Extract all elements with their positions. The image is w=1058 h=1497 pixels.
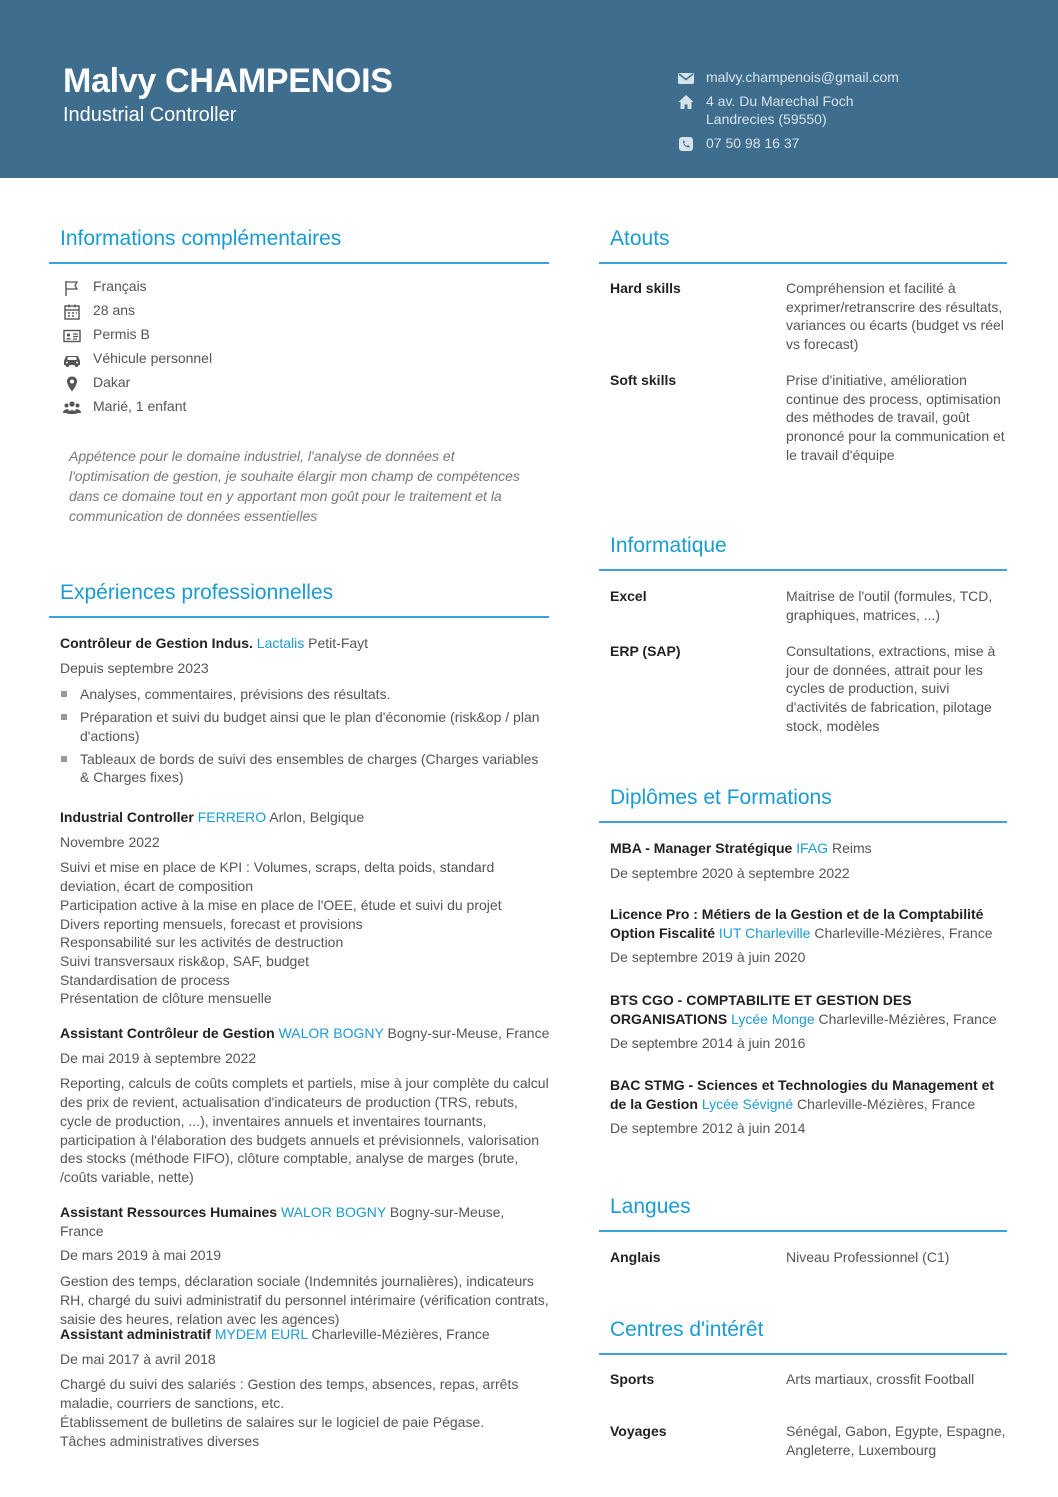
address-line2: Landrecies (59550) <box>706 111 827 127</box>
phone-text[interactable]: 07 50 98 16 37 <box>706 135 800 151</box>
school-location: Charleville-Mézières, France <box>797 1095 976 1112</box>
job-location: Bogny-sur-Meuse, France <box>387 1025 550 1041</box>
section-title-interets: Centres d'intérêt <box>610 1318 764 1341</box>
school-name: Lycée Monge <box>731 1010 815 1027</box>
candidate-name: Malvy CHAMPENOIS <box>63 62 393 100</box>
degree-title: MBA - Manager Stratégique <box>610 840 793 856</box>
education-entry <box>610 905 1010 967</box>
header-banner <box>0 0 1058 178</box>
interest-value: Sénégal, Gabon, Egypte, Espagne, Angleterre, Luxembourg <box>786 1423 1006 1458</box>
skill-value: Compréhension et facilité à exprimer/retranscrire des résultats, variances ou écarts (budget vs réel vs forecast) <box>786 280 1004 353</box>
job-header <box>60 808 550 827</box>
education-entry <box>610 991 1010 1053</box>
job-entry <box>60 1024 550 1187</box>
job-location: Petit-Fayt <box>308 635 369 651</box>
section-title-experiences: Expériences professionnelles <box>60 581 334 604</box>
skill-label: Hard skills <box>610 280 681 296</box>
education-date: De septembre 2020 à septembre 2022 <box>610 864 850 881</box>
language-label: Anglais <box>610 1249 661 1265</box>
section-divider <box>599 262 1007 264</box>
job-date: Novembre 2022 <box>60 833 160 850</box>
job-location: Bogny-sur-Meuse, France <box>60 1204 505 1239</box>
car-icon <box>63 351 81 369</box>
degree-title: Licence Pro : Métiers de la Gestion et de la Comptabilité Option Fiscalité <box>610 906 984 941</box>
section-divider <box>599 1353 1007 1355</box>
job-header <box>60 1325 550 1344</box>
people-icon <box>63 399 81 417</box>
education-header <box>610 1076 1010 1113</box>
candidate-title: Industrial Controller <box>63 104 237 126</box>
section-title-informatique: Informatique <box>610 534 727 557</box>
education-date: De septembre 2019 à juin 2020 <box>610 949 806 966</box>
language-level: Niveau Professionnel (C1) <box>786 1249 950 1265</box>
job-title: Assistant administratif <box>60 1326 211 1342</box>
education-entry <box>610 1076 1010 1138</box>
job-header <box>60 634 550 653</box>
envelope-icon <box>678 70 694 86</box>
it-skill-label: ERP (SAP) <box>610 643 681 659</box>
job-date: De mars 2019 à mai 2019 <box>60 1247 222 1264</box>
id-card-icon <box>63 327 81 345</box>
job-company: WALOR BOGNY <box>280 1204 387 1220</box>
address-line1: 4 av. Du Marechal Foch <box>706 93 854 109</box>
section-divider <box>599 1230 1007 1232</box>
job-date: Depuis septembre 2023 <box>60 659 209 676</box>
calendar-icon <box>63 303 81 321</box>
interest-label: Voyages <box>610 1423 667 1439</box>
job-location: Arlon, Belgique <box>269 809 365 825</box>
job-title: Assistant Ressources Humaines <box>60 1204 278 1220</box>
job-title: Contrôleur de Gestion Indus. <box>60 635 253 651</box>
location-pin-icon <box>63 375 81 393</box>
job-bullet: Analyses, commentaires, prévisions des résultats. <box>60 685 550 704</box>
job-entry <box>60 634 550 791</box>
education-date: De septembre 2014 à juin 2016 <box>610 1035 806 1052</box>
home-icon <box>678 94 694 110</box>
job-description: Suivi et mise en place de KPI : Volumes, scraps, delta poids, standard deviation, écart de composition Participation active à la mise en place de l'OEE, étude et suivi du projet Divers reporting mensuels, forecast et provisions Responsabilité sur les activités de destruction Suivi transversaux risk&op, SAF, budget Standardisation de process Présentation de clôture mensuelle <box>60 859 502 1007</box>
interest-label: Sports <box>610 1371 655 1387</box>
job-description: Chargé du suivi des salariés : Gestion des temps, absences, repas, arrêts maladie, courriers de sanctions, etc. Établissement de bulletins de salaires sur le logiciel de paie Pégase. Tâches administratives diverses <box>60 1376 519 1449</box>
job-company: Lactalis <box>256 635 305 651</box>
job-title: Industrial Controller <box>60 809 194 825</box>
job-location: Charleville-Mézières, France <box>311 1326 490 1342</box>
job-entry <box>60 808 550 1008</box>
flag-icon <box>63 279 81 297</box>
job-company: FERRERO <box>197 809 267 825</box>
school-name: Lycée Sévigné <box>701 1095 794 1112</box>
section-divider <box>599 821 1007 823</box>
education-entry <box>610 839 1010 882</box>
job-entry <box>60 1203 550 1328</box>
school-name: IUT Charleville <box>718 924 811 941</box>
degree-title: BAC STMG - Sciences et Technologies du Management et de la Gestion <box>610 1077 995 1112</box>
it-skill-value: Consultations, extractions, mise à jour de données, attrait pour les cycles de production, suivi d'activités de fabrication, pilotage stock, modèles <box>786 643 996 734</box>
job-header <box>60 1024 550 1043</box>
it-skill-value: Maitrise de l'outil (formules, TCD, graphiques, matrices, ...) <box>786 588 993 623</box>
job-bullet: Préparation et suivi du budget ainsi que le plan d'économie (risk&op / plan d'actions) <box>60 708 550 745</box>
job-bullet: Tableaux de bords de suivi des ensembles de charges (Charges variables & Charges fixes) <box>60 750 550 787</box>
school-location: Reims <box>831 840 872 856</box>
job-header <box>60 1203 550 1240</box>
job-date: De mai 2019 à septembre 2022 <box>60 1049 257 1066</box>
section-title-langues: Langues <box>610 1195 691 1218</box>
job-company: MYDEM EURL <box>214 1326 308 1342</box>
skill-label: Soft skills <box>610 372 677 388</box>
job-company: WALOR BOGNY <box>278 1025 384 1041</box>
job-bullet-list <box>60 685 550 787</box>
interest-value: Arts martiaux, crossfit Football <box>786 1371 975 1387</box>
education-header <box>610 905 1010 942</box>
education-header <box>610 839 1010 858</box>
job-entry <box>60 1325 550 1450</box>
section-divider <box>49 616 549 618</box>
section-divider <box>49 262 549 264</box>
school-name: IFAG <box>796 840 829 856</box>
job-description: Gestion des temps, déclaration sociale (Indemnités journalières), indicateurs RH, chargé du suivi administratif du personnel intérimaire (vérification contrats, saisie des heures, relation avec les agences) <box>60 1273 549 1327</box>
education-date: De septembre 2012 à juin 2014 <box>610 1120 806 1137</box>
school-location: Charleville-Mézières, France <box>818 1010 997 1027</box>
section-divider <box>599 569 1007 571</box>
job-title: Assistant Contrôleur de Gestion <box>60 1025 275 1041</box>
school-location: Charleville-Mézières, France <box>814 924 993 941</box>
skill-value: Prise d'initiative, amélioration continue des process, optimisation des méthodes de travail, goût prononcé pour la communication et le travail d'équipe <box>786 372 1005 463</box>
education-header <box>610 991 1010 1028</box>
job-date: De mai 2017 à avril 2018 <box>60 1350 216 1367</box>
phone-icon <box>678 136 694 152</box>
section-title-informations: Informations complémentaires <box>60 227 342 250</box>
profile-summary: Appétence pour le domaine industriel, l'analyse de données et l'optimisation de gestion, je souhaite élargir mon champ de compétences dans ce domaine tout en y apportant mon goût pour le traitement et la communication de données essentielles <box>69 448 520 524</box>
degree-title: BTS CGO - COMPTABILITE ET GESTION DES ORGANISATIONS <box>610 992 912 1027</box>
job-description: Reporting, calculs de coûts complets et partiels, mise à jour complète du calcul des prix de revient, actualisation d'indicateurs de production (TRS, rebuts, cycle de production, ...), inventaires annuels et inventaires tournants, participation à l'élaboration des budgets annuels et prévisionnels, valorisation des stocks (méthode FIFO), clôture comptable, analyse de marges (brute, /coûts variable, nette) <box>60 1075 549 1185</box>
email-text[interactable]: malvy.champenois@gmail.com <box>706 69 899 85</box>
section-title-atouts: Atouts <box>610 227 670 250</box>
section-title-diplomes: Diplômes et Formations <box>610 786 832 809</box>
it-skill-label: Excel <box>610 588 647 604</box>
